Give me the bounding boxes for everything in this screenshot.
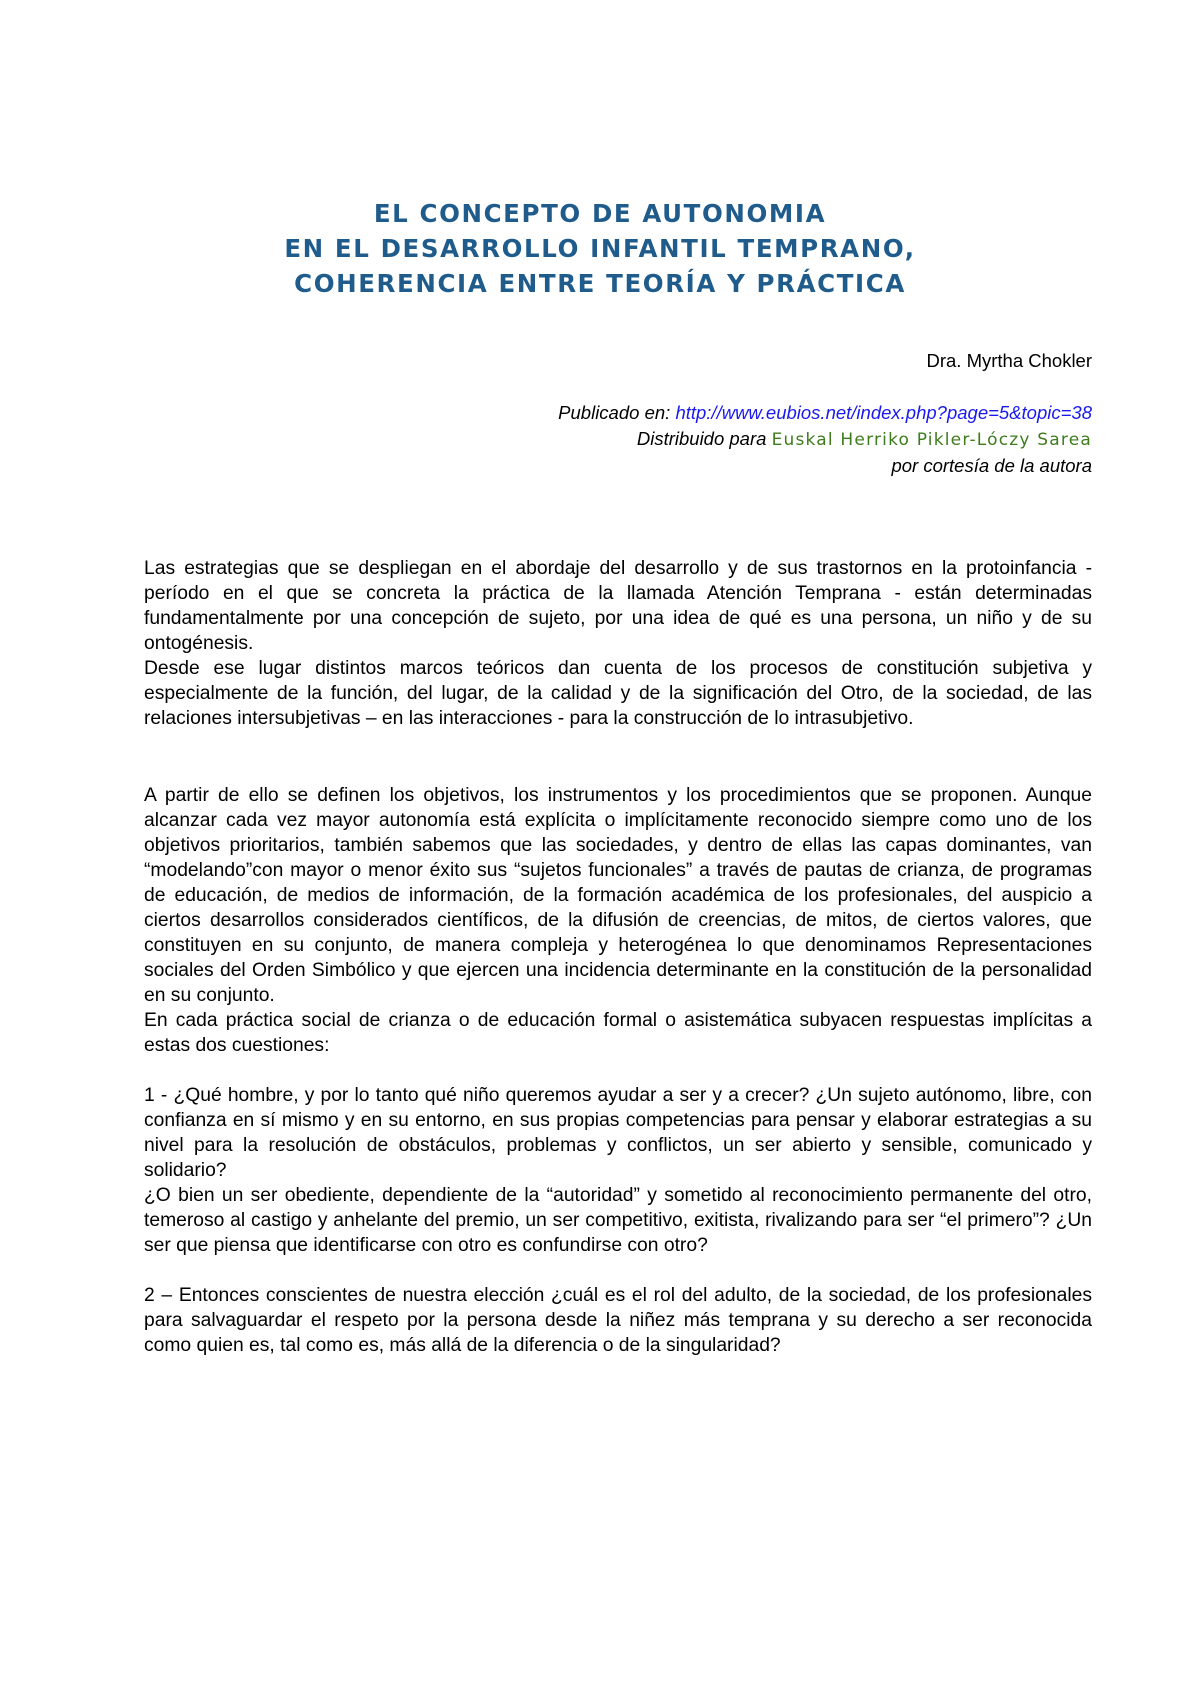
distributed-org: Euskal Herriko Pikler-Lóczy Sarea	[771, 429, 1092, 450]
body-paragraph-4: En cada práctica social de crianza o de educación formal o asistemática subyacen respuestas implícitas a estas dos cuestiones:	[144, 1010, 1092, 1056]
body-paragraph-7: 2 – Entonces conscientes de nuestra elección ¿cuál es el rol del adulto, de la sociedad, de los profesionales para salvaguardar el respeto por la persona desde la niñez más temprana y su derecho a ser reconocida como quien es, tal como es, más allá de la diferencia o de la singularidad?	[144, 1285, 1092, 1356]
publication-info	[292, 400, 1092, 479]
distributed-label: Distribuido para	[636, 427, 772, 449]
body-paragraph-5: 1 - ¿Qué hombre, y por lo tanto qué niño queremos ayudar a ser y a crecer? ¿Un sujeto autónomo, libre, con confianza en sí mismo y en su entorno, en sus propias competencias para pensar y elaborar estrategias a su nivel para la resolución de obstáculos, problemas y conflictos, un ser abierto y sensible, comunicado y solidario?	[144, 1085, 1092, 1181]
body-paragraph-3: A partir de ello se definen los objetivos, los instrumentos y los procedimientos que se proponen. Aunque alcanzar cada vez mayor autonomía está explícita o implícitamente reconocido siempre como uno de los objetivos prioritarios, también sabemos que las sociedades, y dentro de ellas las capas dominantes, van “modelando”con mayor o menor éxito sus “sujetos funcionales” a través de pautas de crianza, de programas de educación, de medios de información, de la formación académica de los profesionales, del auspicio a ciertos desarrollos considerados científicos, de la difusión de creencias, de mitos, de ciertos valores, que constituyen en su conjunto, de manera compleja y heterogénea lo que denominamos Representaciones sociales del Orden Simbólico y que ejercen una incidencia determinante en la constitución de la personalidad en su conjunto.	[144, 785, 1092, 1006]
document-body	[144, 556, 1092, 1358]
published-label: Publicado en:	[558, 402, 676, 423]
body-paragraph-2: Desde ese lugar distintos marcos teóricos dan cuenta de los procesos de constitución subjetiva y especialmente de la función, del lugar, de la calidad y de la significación del Otro, de la sociedad, de las relaciones intersubjetivas – en las interacciones - para la construcción de lo intrasubjetivo.	[144, 658, 1092, 729]
body-paragraph-1: Las estrategias que se despliegan en el abordaje del desarrollo y de sus trastornos en la protoinfancia - período en el que se concreta la práctica de la llamada Atención Temprana - están determinadas fundamentalmente por una concepción de sujeto, por una idea de qué es una persona, un niño y de su ontogénesis.	[144, 558, 1092, 654]
published-line	[292, 400, 1092, 426]
distributed-line	[292, 426, 1092, 454]
paragraph-spacer	[144, 1258, 1092, 1283]
author-byline: Dra. Myrtha Chokler	[926, 350, 1092, 371]
paragraph-spacer	[144, 731, 1092, 783]
title-line-2: EN EL DESARROLLO INFANTIL TEMPRANO,	[284, 234, 916, 263]
title-line-1: EL CONCEPTO DE AUTONOMIA	[373, 199, 827, 228]
document-title	[0, 196, 1200, 301]
published-link[interactable]: http://www.eubios.net/index.php?page=5&topic=38	[675, 402, 1092, 423]
paragraph-spacer	[144, 1058, 1092, 1083]
title-line-3: COHERENCIA ENTRE TEORÍA Y PRÁCTICA	[294, 269, 906, 298]
body-paragraph-6: ¿O bien un ser obediente, dependiente de la “autoridad” y sometido al reconocimiento permanente del otro, temeroso al castigo y anhelante del premio, un ser competitivo, exitista, rivalizando para ser “el primero”? ¿Un ser que piensa que identificarse con otro es confundirse con otro?	[144, 1185, 1092, 1256]
courtesy-line: por cortesía de la autora	[891, 455, 1092, 476]
